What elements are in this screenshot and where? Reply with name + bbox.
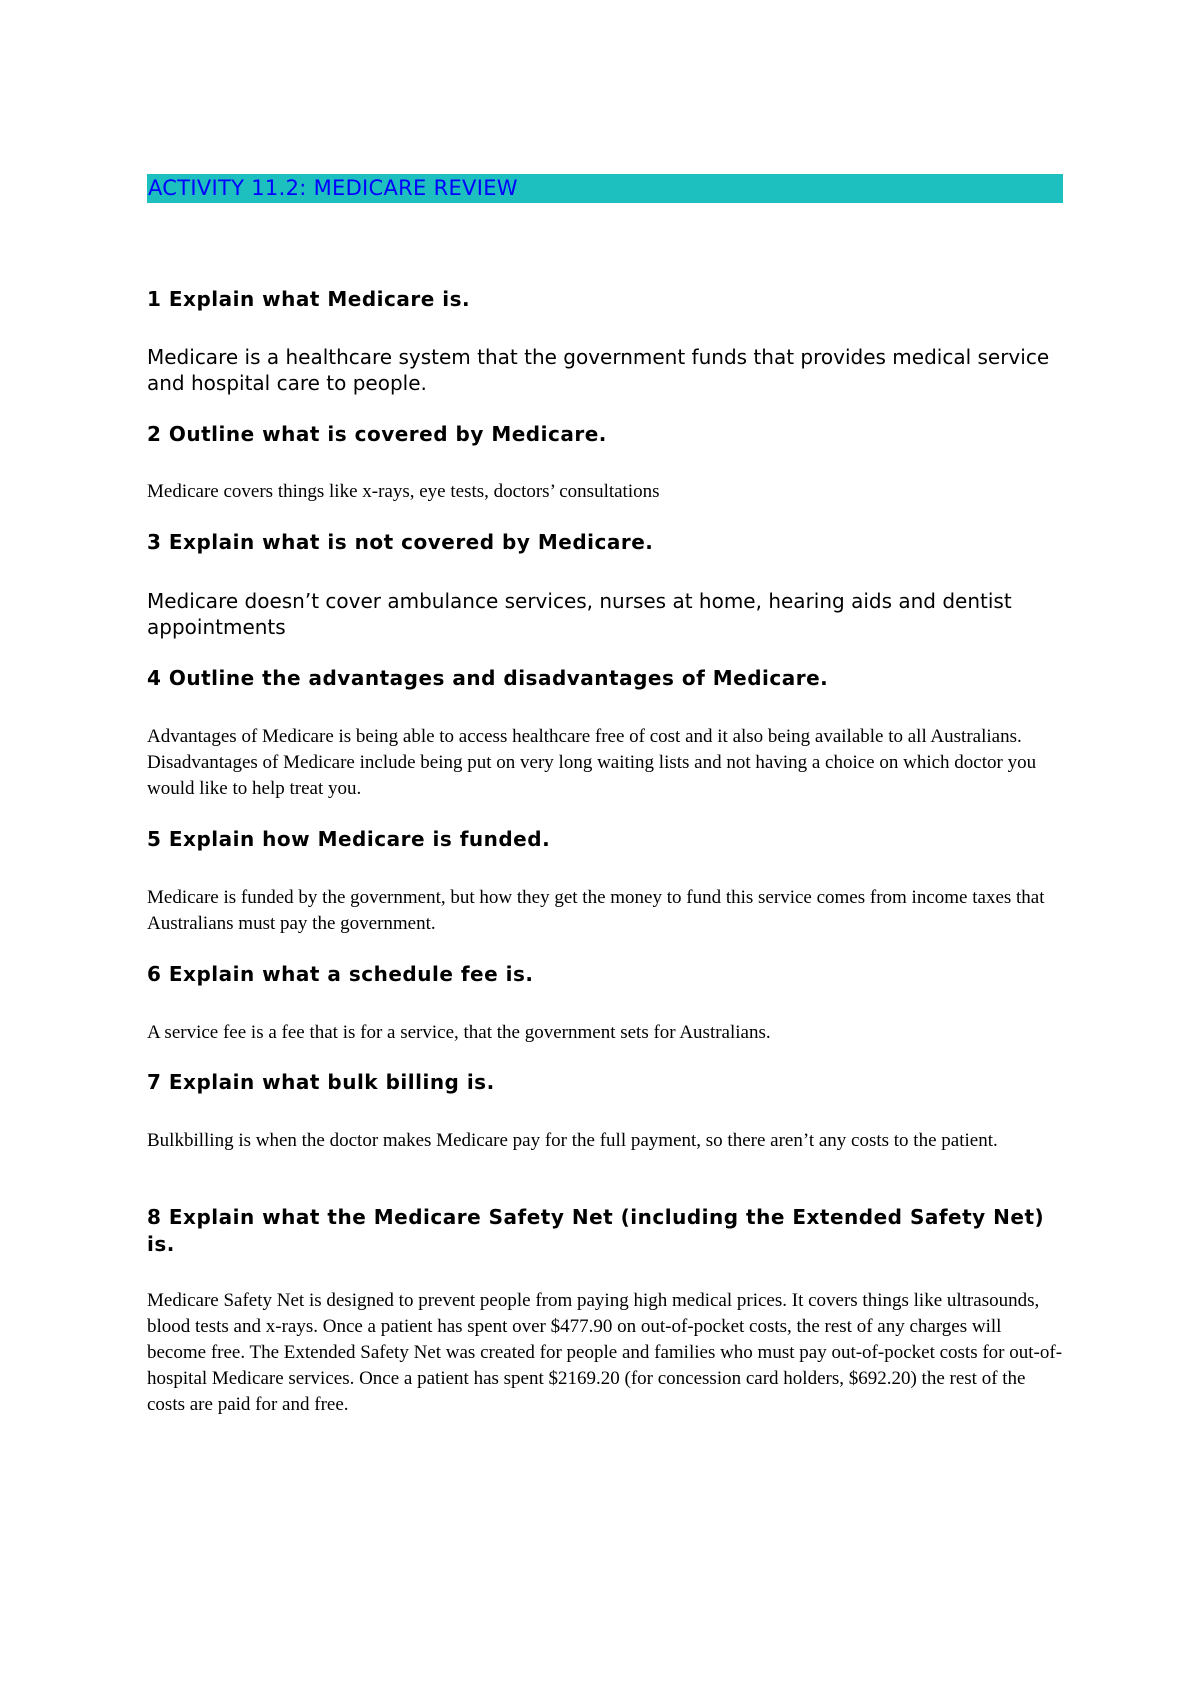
question-2: 2 Outline what is covered by Medicare. [147, 422, 607, 446]
answer-6: A service fee is a fee that is for a service, that the government sets for Australians. [147, 1022, 771, 1043]
answer-4: Advantages of Medicare is being able to access healthcare free of cost and it also being available to all Australians. Disadvantages of Medicare include being put on very long waiting lists and not having a choice on which doctor you would like to help treat you. [147, 726, 1037, 799]
question-4: 4 Outline the advantages and disadvantages of Medicare. [147, 666, 829, 690]
question-6: 6 Explain what a schedule fee is. [147, 962, 534, 986]
answer-7: Bulkbilling is when the doctor makes Medicare pay for the full payment, so there aren’t any costs to the patient. [147, 1130, 998, 1151]
answer-1: Medicare is a healthcare system that the government funds that provides medical service and hospital care to people. [147, 345, 1050, 395]
question-8: 8 Explain what the Medicare Safety Net (including the Extended Safety Net) is. [147, 1205, 1045, 1256]
question-7: 7 Explain what bulk billing is. [147, 1070, 495, 1094]
question-3: 3 Explain what is not covered by Medicare. [147, 530, 654, 554]
document-page [147, 174, 1063, 1415]
answer-8: Medicare Safety Net is designed to prevent people from paying high medical prices. It covers things like ultrasounds, blood tests and x-rays. Once a patient has spent over $477.90 on out-of-pocket costs, the rest of any charges will become free. The Extended Safety Net was created for people and families who must pay out-of-pocket costs for out-of-hospital Medicare services. Once a patient has spent $2169.20 (for concession card holders, $692.20) the rest of the costs are paid for and free. [147, 1290, 1063, 1415]
question-5: 5 Explain how Medicare is funded. [147, 827, 551, 851]
title-bar [147, 174, 1063, 203]
answer-2: Medicare covers things like x-rays, eye tests, doctors’ consultations [147, 481, 660, 502]
question-1: 1 Explain what Medicare is. [147, 287, 471, 311]
document-title: ACTIVITY 11.2: MEDICARE REVIEW [148, 176, 518, 200]
answer-5: Medicare is funded by the government, but how they get the money to fund this service comes from income taxes that Australians must pay the government. [147, 887, 1045, 934]
answer-3: Medicare doesn’t cover ambulance services, nurses at home, hearing aids and dentist appointments [147, 589, 1012, 639]
